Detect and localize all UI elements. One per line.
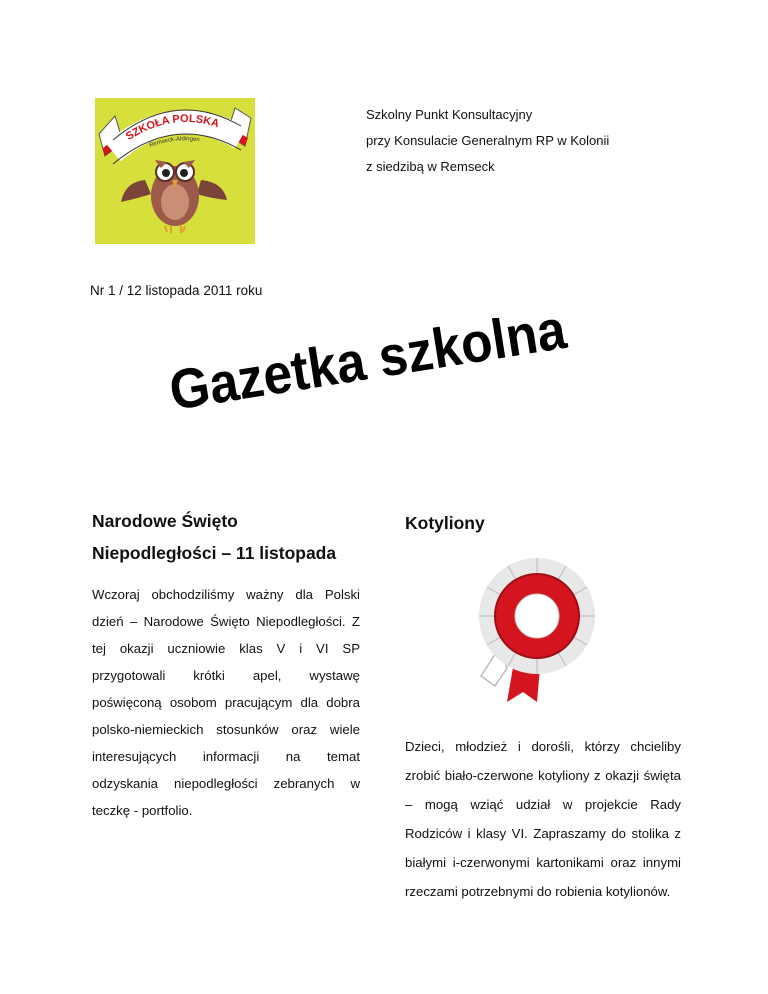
article-independence-day (92, 505, 360, 824)
article-title-line-2: Niepodległości – 11 listopada (92, 543, 337, 563)
masthead (165, 318, 585, 428)
header-line-2: przy Konsulacie Generalnym RP w Kolonii (366, 133, 610, 148)
header-line-3: z siedzibą w Remseck (366, 159, 495, 174)
logo-ribbon-text: SZKOŁA POLSKA (123, 112, 221, 143)
header-line-1: Szkolny Punkt Konsultacyjny (366, 107, 533, 122)
article-title-line-1: Narodowe Święto (92, 511, 238, 531)
school-header (366, 102, 609, 180)
cockade-image (437, 556, 613, 710)
kotyliony-title: Kotyliony (405, 513, 485, 533)
school-logo (95, 98, 255, 244)
kotyliony-body: Dzieci, młodzież i dorośli, którzy chcieliby zrobić biało-czerwone kotyliony z okazji święta – mogą wziąć udział w projekcie Rady Rodziców i klasy VI. Zapraszamy do stolika z białymi i-czerwonymi kartonikami oraz innymi rzeczami potrzebnymi do robienia kotylionów. (405, 739, 681, 899)
issue-date: Nr 1 / 12 listopada 2011 roku (90, 283, 263, 298)
article-body: Wczoraj obchodziliśmy ważny dla Polski dzień – Narodowe Święto Niepodległości. Z tej okazji uczniowie klas V i VI SP przygotowali krótki apel, wystawę poświęconą osobom pracującym dla dobra polsko-niemieckich stosunków oraz wiele interesujących informacji na temat odzyskania niepodległości zebranych w teczkę - portfolio. (92, 587, 360, 818)
masthead-title: Gazetka szkolna (165, 318, 585, 422)
logo-sub-text: Remseck-Aldingen (148, 136, 201, 149)
owl-icon (121, 160, 227, 233)
